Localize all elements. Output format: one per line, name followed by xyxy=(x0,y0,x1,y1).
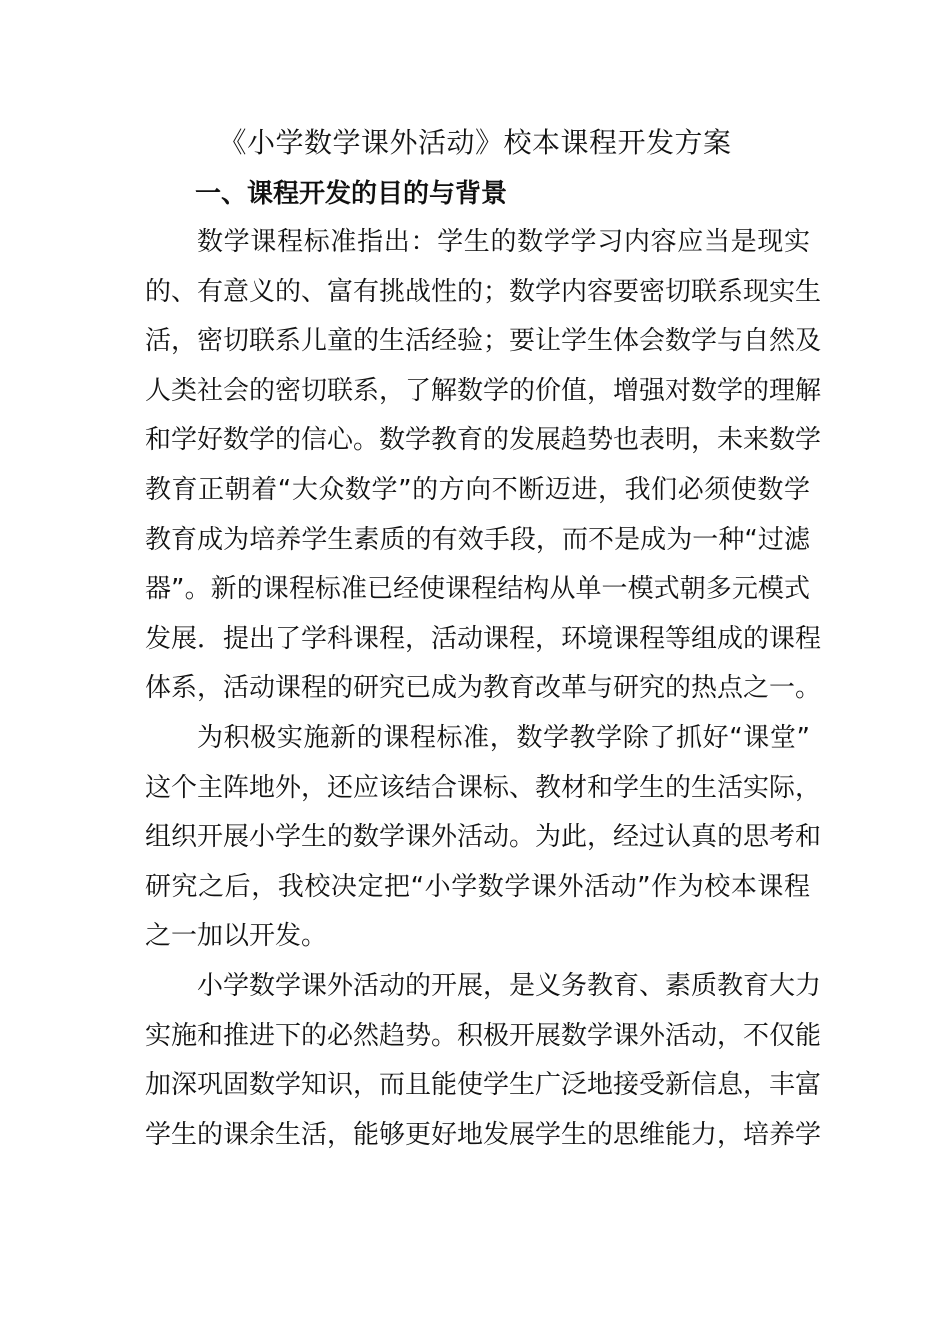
paragraph-line: 的、有意义的、富有挑战性的；数学内容要密切联系现实生 xyxy=(145,276,822,307)
paragraph-line: 体系，活动课程的研究已成为教育改革与研究的热点之一。 xyxy=(145,673,822,704)
paragraph-line: 发展．提出了学科课程，活动课程，环境课程等组成的课程 xyxy=(145,623,822,654)
document-title: 《小学数学课外活动》校本课程开发方案 xyxy=(218,126,732,159)
paragraph-line: 教育正朝着“大众数学”的方向不断迈进，我们必须使数学 xyxy=(145,474,810,505)
paragraph-line: 教育成为培养学生素质的有效手段，而不是成为一种“过滤 xyxy=(145,524,810,555)
paragraph-line: 组织开展小学生的数学课外活动。为此，经过认真的思考和 xyxy=(145,822,822,853)
paragraph-background-1 xyxy=(145,218,822,714)
paragraph-line: 和学好数学的信心。数学教育的发展趋势也表明，未来数学 xyxy=(145,425,822,456)
paragraph-line: 活，密切联系儿童的生活经验；要让学生体会数学与自然及 xyxy=(145,326,822,357)
paragraph-background-2 xyxy=(145,714,822,962)
paragraph-line: 为积极实施新的课程标准，数学教学除了抓好“课堂” xyxy=(197,723,810,753)
paragraph-background-3 xyxy=(145,962,822,1160)
paragraph-line: 学生的课余生活，能够更好地发展学生的思维能力，培养学 xyxy=(145,1119,822,1150)
section-heading: 一、课程开发的目的与背景 xyxy=(195,179,508,209)
paragraph-line: 这个主阵地外，还应该结合课标、教材和学生的生活实际， xyxy=(145,772,822,803)
paragraph-line: 人类社会的密切联系，了解数学的价值，增强对数学的理解 xyxy=(145,375,822,406)
paragraph-line: 研究之后，我校决定把“小学数学课外活动”作为校本课程 xyxy=(145,871,810,902)
paragraph-line: 加深巩固数学知识，而且能使学生广泛地接受新信息，丰富 xyxy=(145,1070,822,1101)
paragraph-line: 器”。新的课程标准已经使课程结构从单一模式朝多元模式 xyxy=(145,574,810,605)
paragraph-line: 数学课程标准指出：学生的数学学习内容应当是现实 xyxy=(197,227,810,257)
paragraph-line: 实施和推进下的必然趋势。积极开展数学课外活动，不仅能 xyxy=(145,1020,822,1051)
paragraph-line: 之一加以开发。 xyxy=(145,921,328,952)
paragraph-line: 小学数学课外活动的开展，是义务教育、素质教育大力 xyxy=(197,971,822,1001)
